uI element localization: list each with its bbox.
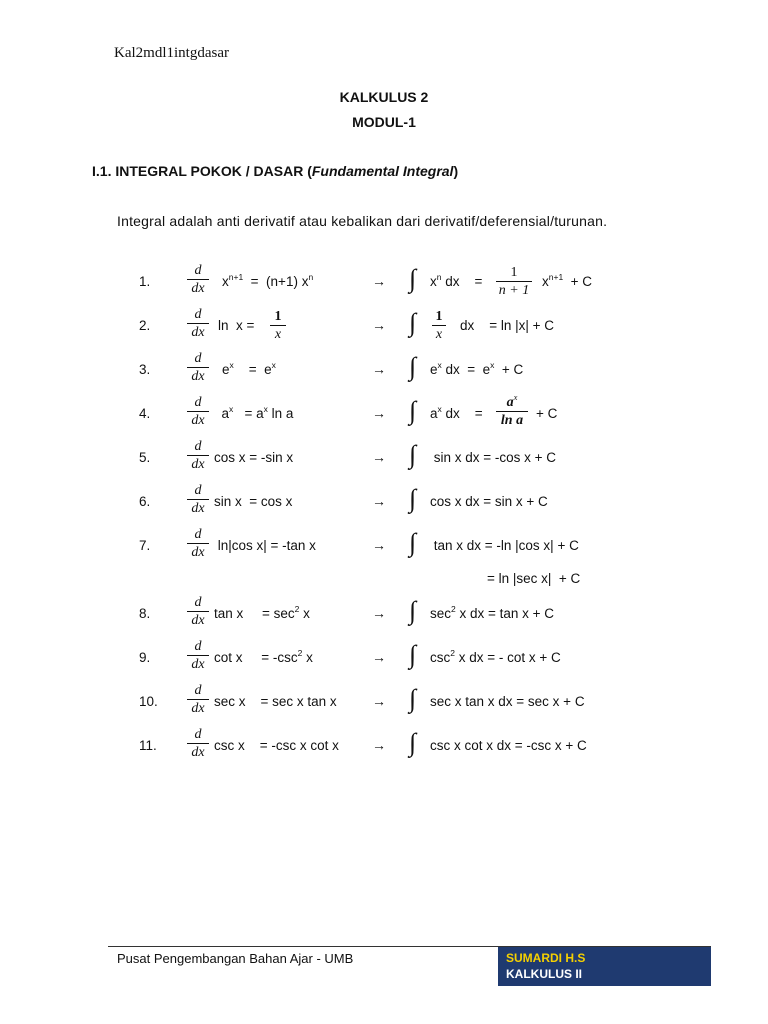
derivative-expression (222, 274, 313, 289)
rhs-sup: x (437, 360, 442, 370)
ddx-numerator: d (187, 527, 209, 544)
ddx-denominator: dx (191, 281, 205, 296)
integral-expression (430, 362, 523, 377)
title-line-1: KALKULUS 2 (339, 89, 429, 105)
integral-expression-a (430, 274, 482, 289)
formula-row-6 (0, 483, 768, 523)
derivative-operator (187, 595, 209, 628)
rhs-part: + C (563, 274, 593, 289)
derivative-expression: csc x = -csc x cot x (214, 738, 339, 753)
row-number: 9. (139, 650, 151, 665)
arrow-icon: → (372, 493, 386, 509)
arrow-icon: → (372, 649, 386, 665)
arrow-icon: → (372, 405, 386, 421)
derivative-expression (214, 650, 313, 665)
formula-row-1 (0, 263, 768, 303)
integral-sign-icon: ∫ (409, 264, 417, 293)
ddx-denominator: dx (191, 501, 205, 516)
lhs-part: tan x = sec (214, 606, 295, 621)
ddx-denominator: dx (191, 613, 205, 628)
section-prefix: I.1. INTEGRAL POKOK / DASAR ( (92, 163, 312, 179)
row-number: 2. (139, 318, 151, 333)
rhs-sup: x (437, 404, 442, 414)
lhs-part: = a (233, 406, 264, 421)
ddx-numerator: d (187, 483, 209, 500)
integral-expression: sec x tan x dx = sec x + C (430, 694, 585, 709)
row-number: 8. (139, 606, 151, 621)
derivative-expression (214, 406, 293, 421)
rhs-sup: n+1 (548, 272, 564, 282)
lhs-part: x (222, 274, 229, 289)
ddx-numerator: d (187, 683, 209, 700)
row-number: 7. (139, 538, 151, 553)
formula-row-4 (0, 392, 768, 435)
formula-row-2 (0, 307, 768, 347)
derivative-operator (187, 351, 209, 384)
arrow-icon: → (372, 537, 386, 553)
arrow-icon: → (372, 361, 386, 377)
lhs-part: a (214, 406, 230, 421)
lhs-sup: x (229, 404, 234, 414)
ddx-denominator: dx (191, 369, 205, 384)
integral-sign-icon: ∫ (409, 640, 417, 669)
fraction-numerator-text: a (506, 395, 514, 410)
lhs-sup: 2 (297, 648, 303, 658)
integral-sign-icon: ∫ (409, 528, 417, 557)
rhs-part: csc (430, 650, 451, 665)
fraction-denominator: x (274, 327, 282, 342)
lhs-part: x (302, 650, 313, 665)
ddx-denominator: dx (191, 745, 205, 760)
lhs-sup: x (263, 404, 268, 414)
integral-expression-b: + C (536, 406, 558, 421)
footer-course: KALKULUS II (506, 967, 582, 981)
derivative-expression: sin x = cos x (214, 494, 293, 509)
fraction-numerator (432, 309, 446, 326)
formula-row-8 (0, 595, 768, 635)
arrow-icon: → (372, 693, 386, 709)
fraction-denominator: x (435, 327, 443, 342)
derivative-operator (187, 395, 209, 428)
fraction-numerator-sup: x (513, 392, 518, 402)
derivative-operator (187, 683, 209, 716)
ddx-denominator: dx (191, 657, 205, 672)
derivative-operator (187, 439, 209, 472)
arrow-icon: → (372, 273, 386, 289)
integral-expression: sin x dx = -cos x + C (430, 450, 557, 465)
derivative-expression (222, 362, 276, 377)
lhs-part: = e (233, 362, 272, 377)
derivative-operator (187, 263, 209, 296)
ddx-numerator: d (187, 351, 209, 368)
footer-author: SUMARDI H.S (506, 951, 586, 965)
lhs-part: cot x = -csc (214, 650, 298, 665)
integral-sign-icon: ∫ (409, 396, 417, 425)
formula-row-5 (0, 439, 768, 479)
fraction-denominator: ln a (500, 413, 524, 428)
lhs-sup: n (308, 272, 314, 282)
rhs-part: dx = (441, 406, 483, 421)
derivative-expression: ln|cos x| = -tan x (214, 538, 316, 553)
ddx-numerator: d (187, 307, 209, 324)
formula-row-10 (0, 683, 768, 723)
row-number: 10. (139, 694, 158, 709)
fraction (496, 392, 528, 428)
lhs-part: x (299, 606, 310, 621)
arrow-icon: → (372, 605, 386, 621)
fraction-numerator (270, 309, 286, 326)
derivative-expression: ln x = (218, 318, 255, 333)
fraction-numerator-text: 1 (274, 309, 282, 324)
integral-sign-icon: ∫ (409, 684, 417, 713)
ddx-numerator: d (187, 639, 209, 656)
fraction (270, 309, 286, 342)
rhs-part: sec (430, 606, 452, 621)
derivative-operator (187, 483, 209, 516)
title-line-2: MODUL-1 (352, 114, 416, 130)
fraction-numerator (496, 392, 528, 412)
section-italic: Fundamental Integral (311, 163, 454, 179)
ddx-denominator: dx (191, 457, 205, 472)
ddx-numerator: d (187, 439, 209, 456)
derivative-operator (187, 527, 209, 560)
rhs-sup: x (490, 360, 495, 370)
integral-expression: dx = ln |x| + C (460, 318, 555, 333)
integral-sign-icon: ∫ (409, 352, 417, 381)
integral-expression (430, 606, 554, 621)
ddx-denominator: dx (191, 701, 205, 716)
integral-expression (430, 650, 561, 665)
footer-organization: Pusat Pengembangan Bahan Ajar - UMB (117, 951, 354, 966)
lhs-sup: x (229, 360, 234, 370)
ddx-denominator: dx (191, 413, 205, 428)
rhs-part: x (430, 274, 437, 289)
ddx-numerator: d (187, 395, 209, 412)
ddx-denominator: dx (191, 545, 205, 560)
rhs-sup: 2 (450, 648, 455, 658)
ddx-numerator: d (187, 263, 209, 280)
lhs-part: = (n+1) x (243, 274, 309, 289)
arrow-icon: → (372, 317, 386, 333)
arrow-icon: → (372, 449, 386, 465)
formula-row-7 (0, 527, 768, 567)
integral-expression-continuation: = ln |sec x| + C (487, 571, 581, 586)
lhs-sup: n+1 (228, 272, 244, 282)
ddx-denominator: dx (191, 325, 205, 340)
row-number: 11. (139, 738, 157, 753)
fraction (496, 265, 532, 298)
ddx-numerator: d (187, 595, 209, 612)
derivative-operator (187, 727, 209, 760)
integral-expression: csc x cot x dx = -csc x + C (430, 738, 587, 753)
rhs-sup: n (436, 272, 442, 282)
rhs-part: dx = (441, 274, 483, 289)
integral-expression-a (430, 406, 483, 421)
row-number: 5. (139, 450, 151, 465)
integral-sign-icon: ∫ (409, 308, 417, 337)
rhs-sup: 2 (451, 604, 456, 614)
rhs-part: x dx = - cot x + C (454, 650, 561, 665)
derivative-expression: cos x = -sin x (214, 450, 294, 465)
arrow-icon: → (372, 737, 386, 753)
derivative-operator (187, 307, 209, 340)
integral-expression-b (542, 274, 592, 289)
intro-text: Integral adalah anti derivatif atau kebalikan dari derivatif/deferensial/turunan. (117, 213, 608, 229)
derivative-expression (214, 606, 310, 621)
derivative-expression: sec x = sec x tan x (214, 694, 337, 709)
row-number: 3. (139, 362, 151, 377)
rhs-part: a (430, 406, 438, 421)
row-number: 1. (139, 274, 151, 289)
rhs-part: x dx = tan x + C (455, 606, 555, 621)
lhs-part: ln a (267, 406, 294, 421)
formula-row-11 (0, 727, 768, 767)
row-number: 4. (139, 406, 151, 421)
formula-row-3 (0, 351, 768, 391)
derivative-operator (187, 639, 209, 672)
row-number: 6. (139, 494, 151, 509)
fraction-numerator-text: 1 (435, 309, 443, 324)
fraction-numerator: 1 (496, 265, 532, 282)
lhs-sup: 2 (294, 604, 300, 614)
ddx-numerator: d (187, 727, 209, 744)
integral-sign-icon: ∫ (409, 596, 417, 625)
integral-expression: cos x dx = sin x + C (430, 494, 548, 509)
lhs-part: e (222, 362, 230, 377)
fraction (432, 309, 446, 342)
lhs-sup: x (271, 360, 276, 370)
integral-sign-icon: ∫ (409, 728, 417, 757)
integral-sign-icon: ∫ (409, 484, 417, 513)
rhs-part: x (542, 274, 549, 289)
integral-sign-icon: ∫ (409, 440, 417, 469)
rhs-part: dx = e (441, 362, 491, 377)
rhs-part: e (430, 362, 438, 377)
rhs-part: + C (494, 362, 524, 377)
integral-expression: tan x dx = -ln |cos x| + C (430, 538, 579, 553)
formula-row-9 (0, 639, 768, 679)
document-id: Kal2mdl1intgdasar (114, 45, 229, 61)
section-suffix: ) (453, 163, 459, 179)
fraction-denominator: n + 1 (498, 283, 530, 298)
section-heading (92, 163, 458, 179)
